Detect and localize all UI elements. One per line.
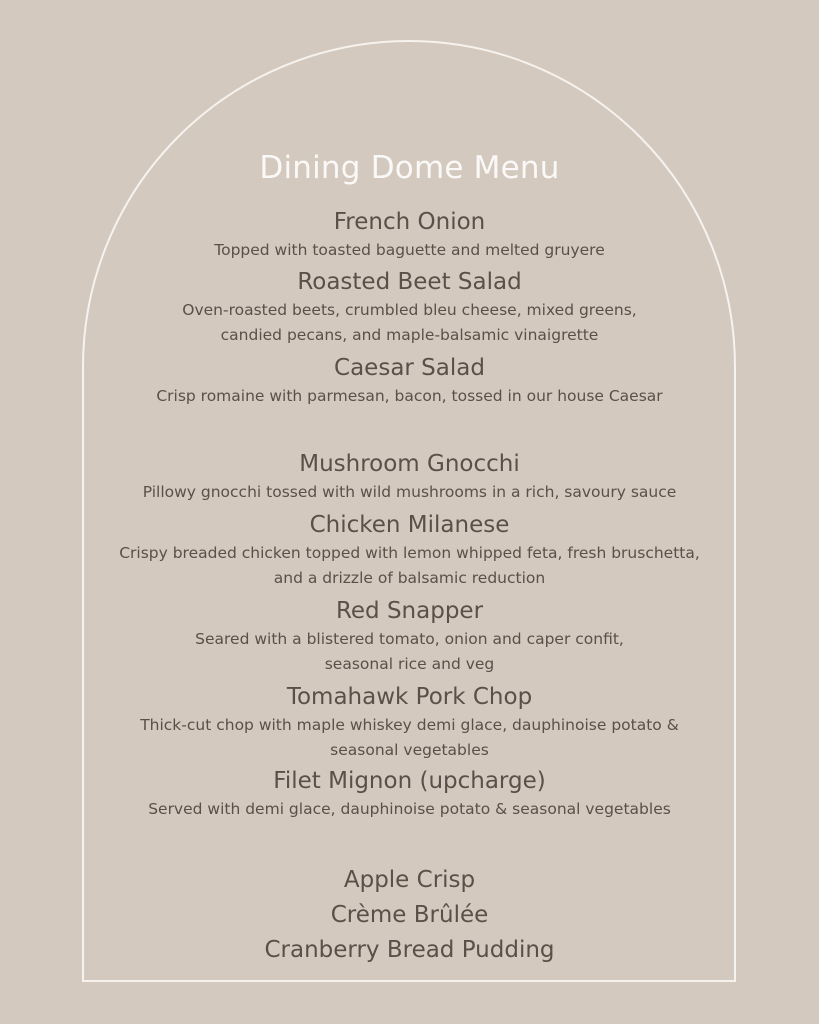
item-description: candied pecans, and maple-balsamic vinaigrette [220,326,599,344]
item-description: and a drizzle of balsamic reduction [273,569,546,587]
item-description: Crisp romaine with parmesan, bacon, tossed in our house Caesar [156,387,663,405]
menu-item-tomahawk-pork-chop [0,681,819,763]
item-name: Chicken Milanese [309,512,510,538]
item-name: Roasted Beet Salad [297,269,522,295]
item-name: Caesar Salad [334,355,485,381]
item-description: Seared with a blistered tomato, onion and caper confit, [195,630,624,648]
menu-item-chicken-milanese [0,509,819,591]
item-name: Red Snapper [335,598,484,624]
item-description: seasonal vegetables [330,741,489,759]
item-description: Crispy breaded chicken topped with lemon whipped feta, fresh bruschetta, [119,544,700,562]
menu-item-french-onion [0,206,819,263]
dessert-item: Crème Brûlée [330,902,489,928]
menu-item-caesar-salad [0,352,819,409]
item-description: seasonal rice and veg [324,655,495,673]
menu-item-roasted-beet-salad [0,266,819,348]
item-description: Topped with toasted baguette and melted gruyere [214,241,605,259]
item-description: Oven-roasted beets, crumbled bleu cheese, mixed greens, [182,301,637,319]
dessert-item: Cranberry Bread Pudding [264,937,555,963]
item-name: French Onion [333,209,486,235]
item-description: Thick-cut chop with maple whiskey demi glace, dauphinoise potato & [140,716,679,734]
menu-item-red-snapper [0,595,819,677]
item-description: Pillowy gnocchi tossed with wild mushrooms in a rich, savoury sauce [142,483,677,501]
menu-item-filet-mignon [0,765,819,822]
menu-title: Dining Dome Menu [259,150,560,186]
item-name: Mushroom Gnocchi [299,451,520,477]
menu-item-mushroom-gnocchi [0,448,819,505]
item-name: Tomahawk Pork Chop [286,684,533,710]
dessert-item: Apple Crisp [343,867,476,893]
item-name: Filet Mignon (upcharge) [273,768,546,794]
item-description: Served with demi glace, dauphinoise potato & seasonal vegetables [148,800,671,818]
